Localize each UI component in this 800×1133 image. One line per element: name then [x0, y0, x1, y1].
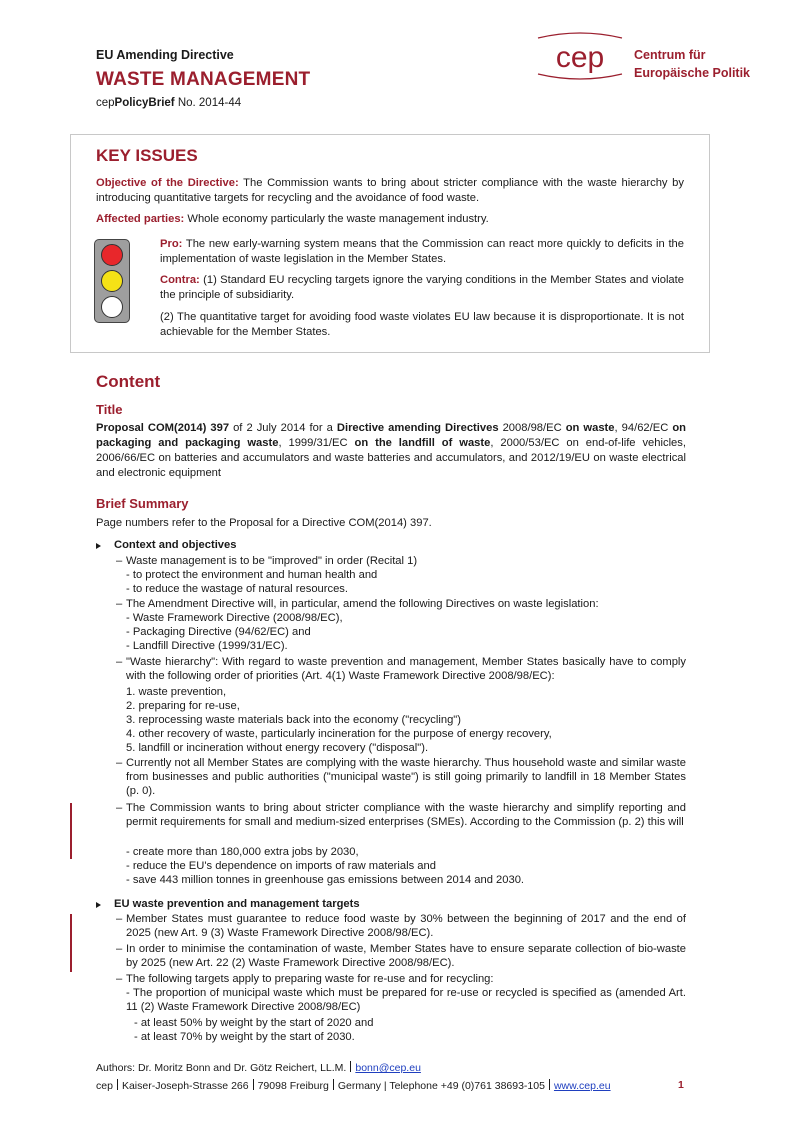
hierarchy-item: 4. other recovery of waste, particularly incineration for the purpose of energy recovery,: [126, 728, 552, 740]
title-segment: , 94/62/EC: [614, 422, 673, 434]
objective-paragraph: Objective of the Directive: The Commission wants to bring about stricter compliance with the waste hierarchy by introducing quantitative targets for recycling and the avoidance of food waste.: [96, 177, 684, 204]
footer-authors: Authors: Dr. Moritz Bonn and Dr. Götz Reichert, LL.M. bonn@cep.eu: [96, 1062, 421, 1074]
change-bar: [70, 803, 72, 859]
summary-note: Page numbers refer to the Proposal for a Directive COM(2014) 397.: [96, 517, 432, 529]
hierarchy-item: 3. reprocessing waste materials back into the economy ("recycling"): [126, 714, 462, 726]
title-segment: on packaging and packaging waste: [96, 422, 686, 449]
key-issues-title: KEY ISSUES: [96, 146, 198, 165]
dash-marker: –: [116, 802, 123, 814]
context-item-1-sub: - to protect the environment and human health and: [126, 569, 378, 581]
bullet-triangle-icon: [96, 902, 101, 908]
affected-parties-paragraph: Affected parties: Whole economy particularly the waste management industry.: [96, 213, 489, 225]
footer-address: cep Kaiser-Joseph-Strasse 266 79098 Freiburg Germany | Telephone +49 (0)761 38693-105 www.cep.eu: [96, 1080, 611, 1092]
context-item-1: Waste management is to be "improved" in order (Recital 1): [126, 555, 418, 567]
proposal-title-text: [96, 421, 686, 481]
contra-paragraph: Contra: (1) Standard EU recycling targets ignore the varying conditions in the Member States and violate the principle of subsidiarity.: [160, 274, 684, 301]
brief-summary-heading: Brief Summary: [96, 496, 189, 511]
waste-item-3-sub: - The proportion of municipal waste which must be prepared for re-use or recycled is specified as (amended Art. 11 (2) Waste Framework Directive 2008/98/EC): [126, 987, 686, 1013]
white-light: [101, 296, 123, 318]
red-light: [101, 244, 123, 266]
document-type: EU Amending Directive: [96, 48, 234, 62]
title-segment: 2008/98/EC: [498, 422, 566, 434]
context-item-2: The Amendment Directive will, in particular, amend the following Directives on waste legislation:: [126, 598, 599, 610]
content-heading: Content: [96, 372, 161, 391]
waste-target-line: - at least 50% by weight by the start of 2020 and: [134, 1017, 374, 1029]
context-item-2-sub: - Landfill Directive (1999/31/EC).: [126, 640, 288, 652]
change-bar: [70, 914, 72, 944]
hierarchy-item: 5. landfill or incineration without energy recovery ("disposal").: [126, 742, 429, 754]
title-segment: on waste: [565, 422, 615, 434]
organization-name: Centrum für Europäische Politik: [634, 48, 751, 80]
context-item-2-sub: - Packaging Directive (94/62/EC) and: [126, 626, 311, 638]
context-item-1-sub: - to reduce the wastage of natural resources.: [126, 583, 349, 595]
title-segment: , 1999/31/EC: [278, 437, 355, 449]
dash-marker: –: [116, 555, 123, 567]
waste-target-line: - at least 70% by weight by the start of 2030.: [134, 1031, 355, 1043]
traffic-light-icon: [94, 239, 130, 323]
dash-marker: –: [116, 656, 123, 668]
page-number: 1: [678, 1079, 684, 1091]
waste-targets-heading: EU waste prevention and management targets: [114, 898, 360, 910]
dash-marker: –: [116, 973, 123, 985]
title-segment: of 2 July 2014 for a: [229, 422, 337, 434]
bullet-triangle-icon: [96, 543, 101, 549]
author-email-link[interactable]: bonn@cep.eu: [355, 1062, 421, 1074]
yellow-light: [101, 270, 123, 292]
context-item-2-sub: - Waste Framework Directive (2008/98/EC),: [126, 612, 343, 624]
context-item-5-sub: - reduce the EU's dependence on imports of raw materials and: [126, 860, 436, 872]
context-item-3: "Waste hierarchy": With regard to waste prevention and management, Member States basically have to comply with the following order of priorities (Art. 4(1) Waste Framework Directive 2008/98/EC):: [126, 656, 686, 682]
cep-logo: [530, 30, 630, 82]
context-item-4: Currently not all Member States are complying with the waste hierarchy. Thus household waste and similar waste from businesses and public authorities ("municipal waste") is still going primarily to landfill in 18 Member States (p. 0).: [126, 757, 686, 797]
website-link[interactable]: www.cep.eu: [553, 1080, 611, 1092]
hierarchy-item: 1. waste prevention,: [126, 686, 227, 698]
document-title: WASTE MANAGEMENT: [96, 69, 311, 90]
change-bar: [70, 944, 72, 972]
policy-brief-number: cepPolicyBrief No. 2014-44: [96, 97, 242, 109]
dash-marker: –: [116, 598, 123, 610]
waste-item-3: The following targets apply to preparing waste for re-use and for recycling:: [126, 973, 494, 985]
waste-item-1: Member States must guarantee to reduce food waste by 30% between the beginning of 2017 and the end of 2025 (new Art. 9 (3) Waste Framework Directive 2008/98/EC).: [126, 913, 686, 939]
waste-item-2: In order to minimise the contamination of waste, Member States have to ensure separate collection of bio-waste by 2025 (new Art. 22 (2) Waste Framework Directive 2008/98/EC).: [126, 943, 686, 969]
logo-wordmark: cep: [555, 41, 605, 74]
pro-paragraph: Pro: The new early-warning system means that the Commission can react more quickly to deficits in the implementation of waste legislation in the Member States.: [160, 238, 684, 265]
context-item-5-sub: - save 443 million tonnes in greenhouse gas emissions between 2014 and 2030.: [126, 874, 525, 886]
context-heading: Context and objectives: [114, 539, 237, 551]
title-heading: Title: [96, 402, 123, 417]
title-segment: Proposal COM(2014) 397: [96, 422, 230, 434]
title-segment: Directive amending Directives: [336, 422, 499, 434]
dash-marker: –: [116, 913, 123, 925]
hierarchy-item: 2. preparing for re-use,: [126, 700, 240, 712]
context-item-5: The Commission wants to bring about stricter compliance with the waste hierarchy and simplify reporting and permit requirements for small and medium-sized enterprises (SMEs). According to the Commission (p. 2) this will: [126, 802, 686, 828]
dash-marker: –: [116, 943, 123, 955]
title-segment: on the landfill of waste: [354, 437, 491, 449]
title-segment: , 2000/53/EC on end-of-life vehicles, 2006/66/EC on batteries and accumulators and waste batteries and accumulators, and 2012/19/EU on waste electrical and electronic equipment: [96, 437, 686, 479]
dash-marker: –: [116, 757, 123, 769]
context-item-5-sub: - create more than 180,000 extra jobs by 2030,: [126, 846, 359, 858]
contra-second-paragraph: (2) The quantitative target for avoiding food waste violates EU law because it is disproportionate. It is not achievable for the Member States.: [160, 311, 684, 338]
